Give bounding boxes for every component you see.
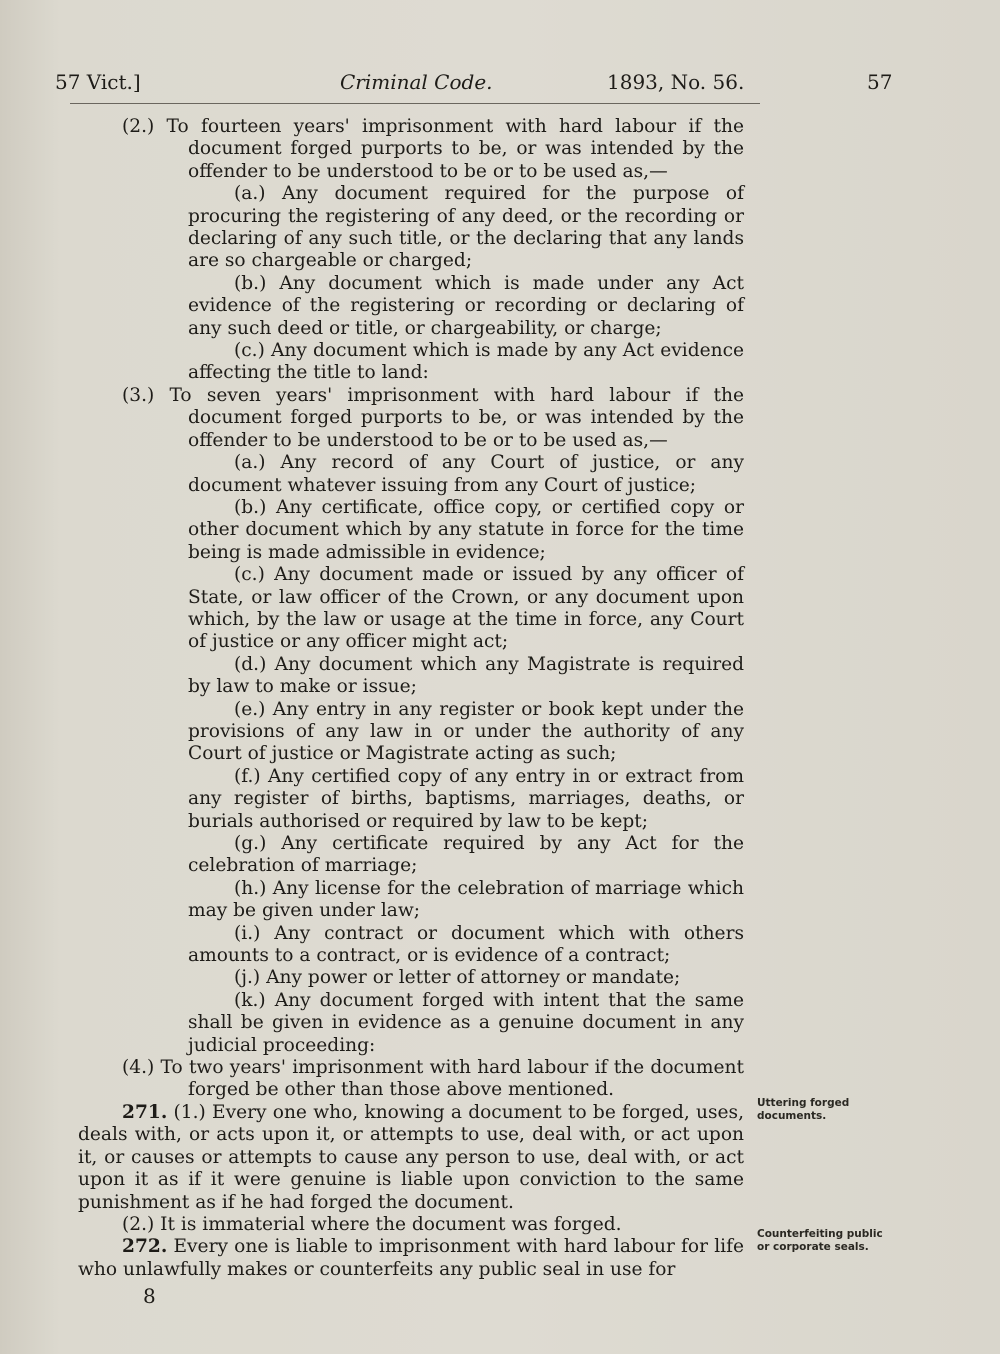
clause-3e: (e.) Any entry in any register or book kept under the provisions of any law in or under the authority of any Court of justice or Magistrate acting as such; [188,698,744,765]
section-271-number: 271. [122,1101,168,1123]
section-272 [78,1236,744,1281]
statute-body [78,116,744,1281]
page-number: 57 [867,70,893,94]
subsection-4: (4.) To two years' imprisonment with hard labour if the document forged be other than those above mentioned. [122,1057,744,1101]
clause-3h: (h.) Any license for the celebration of marriage which may be given under law; [188,877,744,922]
clause-3f: (f.) Any certified copy of any entry in or extract from any register of births, baptisms, marriages, deaths, or burials authorised or required by law to be kept; [188,765,744,832]
clause-3a: (a.) Any record of any Court of justice, or any document whatever issuing from any Court of justice; [188,452,744,496]
header-act-number: 1893, No. 56. [607,70,745,94]
clause-3b: (b.) Any certificate, office copy, or certified copy or other document which by any statute in force for the time being is made admissible in evidence; [188,496,744,563]
margin-note-272: Counterfeiting public or corporate seals. [757,1228,883,1253]
section-272-text: Every one is liable to imprisonment with hard labour for life who unlawfully makes or counterfeits any public seal in use for [78,1236,744,1280]
clause-2c: (c.) Any document which is made by any Act evidence affecting the title to land: [188,340,744,384]
section-271 [78,1102,744,1214]
header-regnal-year: 57 Vict.] [55,70,141,94]
subsection-3: (3.) To seven years' imprisonment with hard labour if the document forged purports to be, or was intended by the offender to be understood to be or to be used as,— [122,384,744,451]
section-271-subsection-2: (2.) It is immaterial where the document was forged. [122,1213,622,1235]
header-rule [70,103,760,104]
margin-note-271: Uttering forged documents. [757,1097,850,1122]
subsection-2: (2.) To fourteen years' imprisonment with hard labour if the document forged purports to be, or was intended by the offender to be understood to be or to be used as,— [122,116,744,182]
header-title: Criminal Code. [340,70,493,94]
signature-mark: 8 [143,1284,156,1308]
clause-2b: (b.) Any document which is made under any Act evidence of the registering or recording or declaring of any such deed or title, or chargeability, or charge; [188,272,744,339]
clause-3g: (g.) Any certificate required by any Act for the celebration of marriage; [188,833,744,877]
section-272-number: 272. [122,1236,168,1258]
clause-3c: (c.) Any document made or issued by any officer of State, or law officer of the Crown, or any document upon which, by the law or usage at the time in force, any Court of justice or any officer might act; [188,564,744,653]
section-271-text: (1.) Every one who, knowing a document to be forged, uses, deals with, or acts upon it, or attempts to use, deal with, or act upon it, or causes or attempts to cause any person to use, deal with, or act upon it as if it were genuine is liable upon conviction to the same punishment as if he had forged the document. [78,1101,744,1213]
clause-3i: (i.) Any contract or document which with others amounts to a contract, or is evidence of a contract; [188,922,744,967]
clause-2a: (a.) Any document required for the purpose of procuring the registering of any deed, or the recording or declaring of any such title, or the declaring that any lands are so chargeable or charged; [188,183,744,272]
clause-3k: (k.) Any document forged with intent that the same shall be given in evidence as a genuine document in any judicial proceeding: [188,989,744,1056]
page-header [55,70,895,102]
clause-3d: (d.) Any document which any Magistrate is required by law to make or issue; [188,653,744,698]
clause-3j: (j.) Any power or letter of attorney or mandate; [234,967,681,989]
